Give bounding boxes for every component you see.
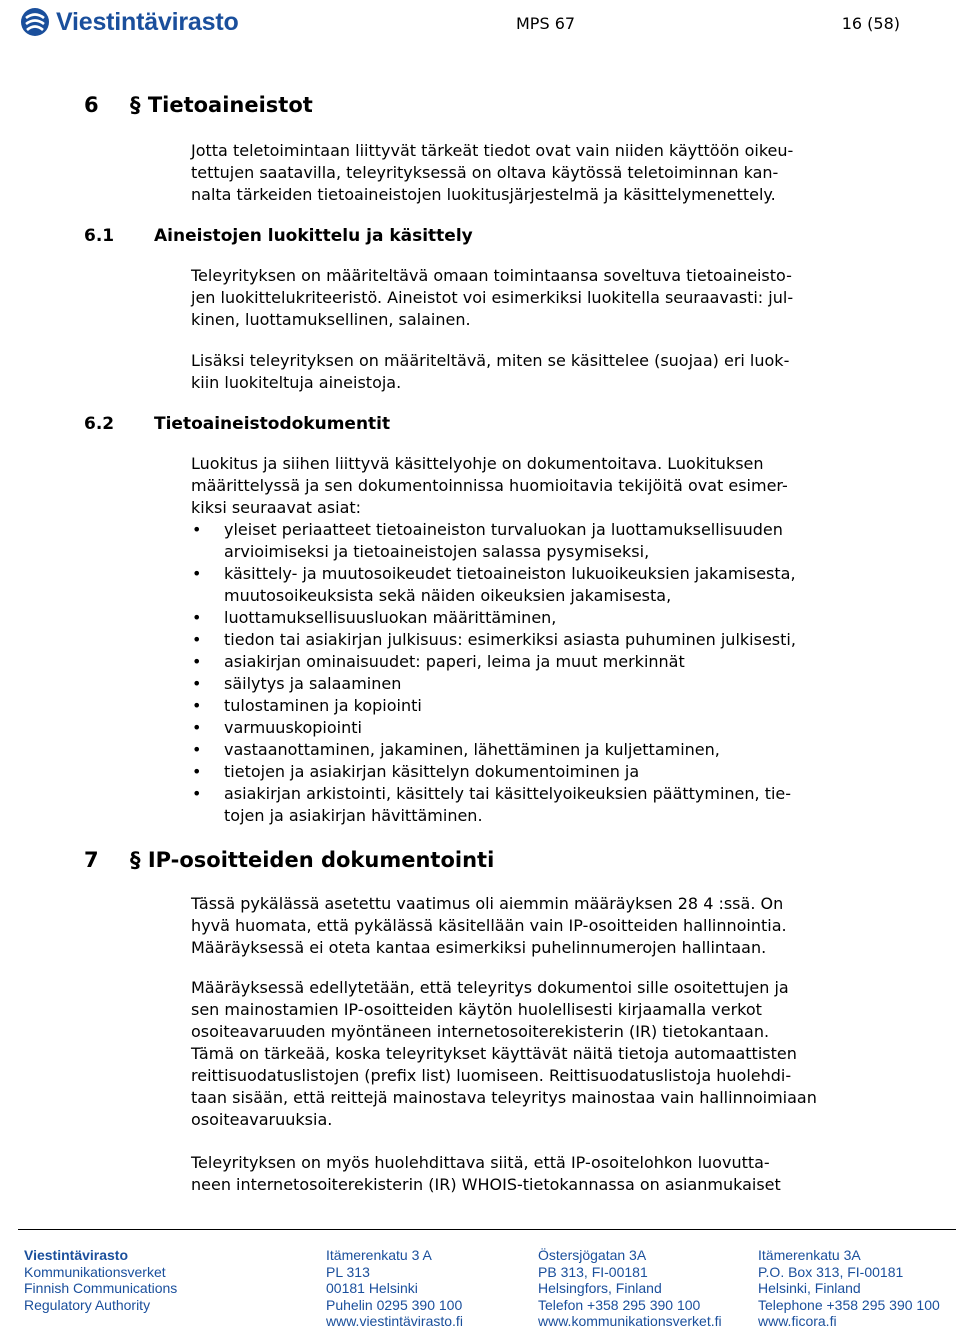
footer-agency-names: Viestintävirasto Kommunikationsverket Finnish Communications Regulatory Authority	[24, 1247, 178, 1313]
section-7-paragraph-1: Tässä pykälässä asetettu vaatimus oli aiemmin määräyksen 28 4 :ssä. On hyvä huomata, että pykälässä käsitellään vain IP-osoitteiden hallinnointia. Määräyksessä ei oteta kantaa esimerkiksi puhelinnumerojen hallintaan.	[191, 894, 787, 957]
section-6-1-heading	[84, 226, 473, 246]
section-title: IP-osoitteiden dokumentointi	[147, 848, 495, 872]
bullet-icon: •	[192, 762, 202, 781]
section-symbol: §	[130, 848, 141, 872]
section-7-paragraph-2: Määräyksessä edellytetään, että teleyritys dokumentoi sille osoitettujen ja sen mainostamien IP-osoitteiden käytön huolellisesti kirjaamalla verkot osoiteavaruuden myöntäneen internetosoiterekisterin (IR) tietokantaan. Tämä on tärkeää, koska teleyritykset käyttävät näitä tietoja automaattisten reittisuodatuslistojen (prefix list) luomiseen. Reittisuodatuslistoja huolehdi- taan sisään, että reittejä mainostava teleyritys mainostaa vain hallinnoimiaan osoiteavaruuksia.	[191, 978, 817, 1129]
bullet-icon: •	[192, 784, 202, 803]
section-title: Tietoaineistodokumentit	[154, 414, 391, 434]
list-item: • asiakirjan ominaisuudet: paperi, leima ja muut merkinnät	[192, 652, 685, 671]
footer-address-fi: Itämerenkatu 3 A PL 313 00181 Helsinki Puhelin 0295 390 100 www.viestintävirasto.fi	[326, 1247, 463, 1329]
section-number: 6.2	[84, 414, 115, 434]
bullet-icon: •	[192, 674, 202, 693]
list-item: • käsittely- ja muutosoikeudet tietoaineiston lukuoikeuksien jakamisesta, muutosoikeuksista sekä näiden oikeuksien jakamisesta,	[192, 564, 796, 605]
bullet-icon: •	[192, 696, 202, 715]
footer-link-sv[interactable]: www.kommunikationsverket.fi	[538, 1313, 722, 1329]
footer-link-fi[interactable]: www.viestintävirasto.fi	[326, 1313, 463, 1329]
section-6-heading	[84, 93, 313, 117]
bullet-icon: •	[192, 608, 202, 627]
factors-list	[191, 519, 796, 827]
bullet-icon: •	[192, 652, 202, 671]
list-item: • asiakirjan arkistointi, käsittely tai käsittelyoikeuksien päättyminen, tie- tojen ja asiakirjan hävittäminen.	[192, 784, 792, 825]
list-item: • luottamuksellisuusluokan määrittäminen,	[192, 608, 557, 627]
footer-address-sv: Östersjögatan 3A PB 313, FI-00181 Helsingfors, Finland Telefon +358 295 390 100 www.kommunikationsverket.fi	[538, 1247, 722, 1329]
section-title: Tietoaineistot	[147, 93, 313, 117]
list-item: • tietojen ja asiakirjan käsittelyn dokumentoiminen ja	[192, 762, 640, 781]
list-item: • yleiset periaatteet tietoaineiston turvaluokan ja luottamuksellisuuden arvioimiseksi ja tietoaineistojen salassa pysymiseksi,	[192, 520, 783, 561]
list-item: • vastaanottaminen, jakaminen, lähettäminen ja kuljettaminen,	[192, 740, 720, 759]
bullet-icon: •	[192, 740, 202, 759]
list-item: • varmuuskopiointi	[192, 718, 362, 737]
list-item: • tiedon tai asiakirjan julkisuus: esimerkiksi asiasta puhuminen julkisesti,	[192, 630, 796, 649]
footer-divider	[18, 1229, 956, 1230]
page-number: 16 (58)	[841, 14, 900, 33]
section-6-1-paragraph-2: Lisäksi teleyrityksen on määriteltävä, miten se käsittelee (suojaa) eri luok- kiin luokiteltuja aineistoja.	[191, 351, 790, 392]
section-6-1-paragraph-1: Teleyrityksen on määriteltävä omaan toimintaansa soveltuva tietoaineisto- jen luokittelukriteeristö. Aineistot voi esimerkiksi luokitella seuraavasti: jul- kinen, luottamuksellinen, salainen.	[191, 266, 794, 329]
logo	[20, 6, 239, 38]
list-item: • säilytys ja salaaminen	[192, 674, 402, 693]
section-title: Aineistojen luokittelu ja käsittely	[154, 226, 473, 246]
bullet-icon: •	[192, 630, 202, 649]
document-id: MPS 67	[516, 14, 576, 33]
section-6-2-heading	[84, 414, 390, 434]
footer-link-en[interactable]: www.ficora.fi	[758, 1313, 837, 1329]
section-7-paragraph-3: Teleyrityksen on myös huolehdittava siitä, että IP-osoitelohkon luovutta- neen internetosoiterekisterin (IR) WHOIS-tietokannassa on asianmukaiset	[191, 1153, 781, 1194]
section-number: 7	[84, 848, 99, 872]
bullet-icon: •	[192, 520, 202, 539]
section-6-intro: Jotta teletoimintaan liittyvät tärkeät tiedot ovat vain niiden käyttöön oikeu- tettujen saatavilla, teleyrityksessä on oltava käytössä teletoiminnan kan- nalta tärkeiden tietoaineistojen luokitusjärjestelmä ja käsittelymenettely.	[191, 141, 794, 204]
section-number: 6	[84, 93, 99, 117]
bullet-icon: •	[192, 564, 202, 583]
list-item: • tulostaminen ja kopiointi	[192, 696, 422, 715]
logo-emblem-icon	[20, 7, 50, 37]
section-7-heading	[84, 848, 494, 872]
section-number: 6.1	[84, 226, 115, 246]
footer-address-en: Itämerenkatu 3A P.O. Box 313, FI-00181 Helsinki, Finland Telephone +358 295 390 100 www.ficora.fi	[758, 1247, 940, 1329]
section-6-2-paragraph: Luokitus ja siihen liittyvä käsittelyohje on dokumentoitava. Luokituksen määrittelyssä ja sen dokumentoinnissa huomioitavia tekijöitä ovat esimer- kiksi seuraavat asiat:	[191, 454, 788, 517]
logo-text: Viestintävirasto	[56, 7, 239, 36]
bullet-icon: •	[192, 718, 202, 737]
section-symbol: §	[130, 93, 141, 117]
